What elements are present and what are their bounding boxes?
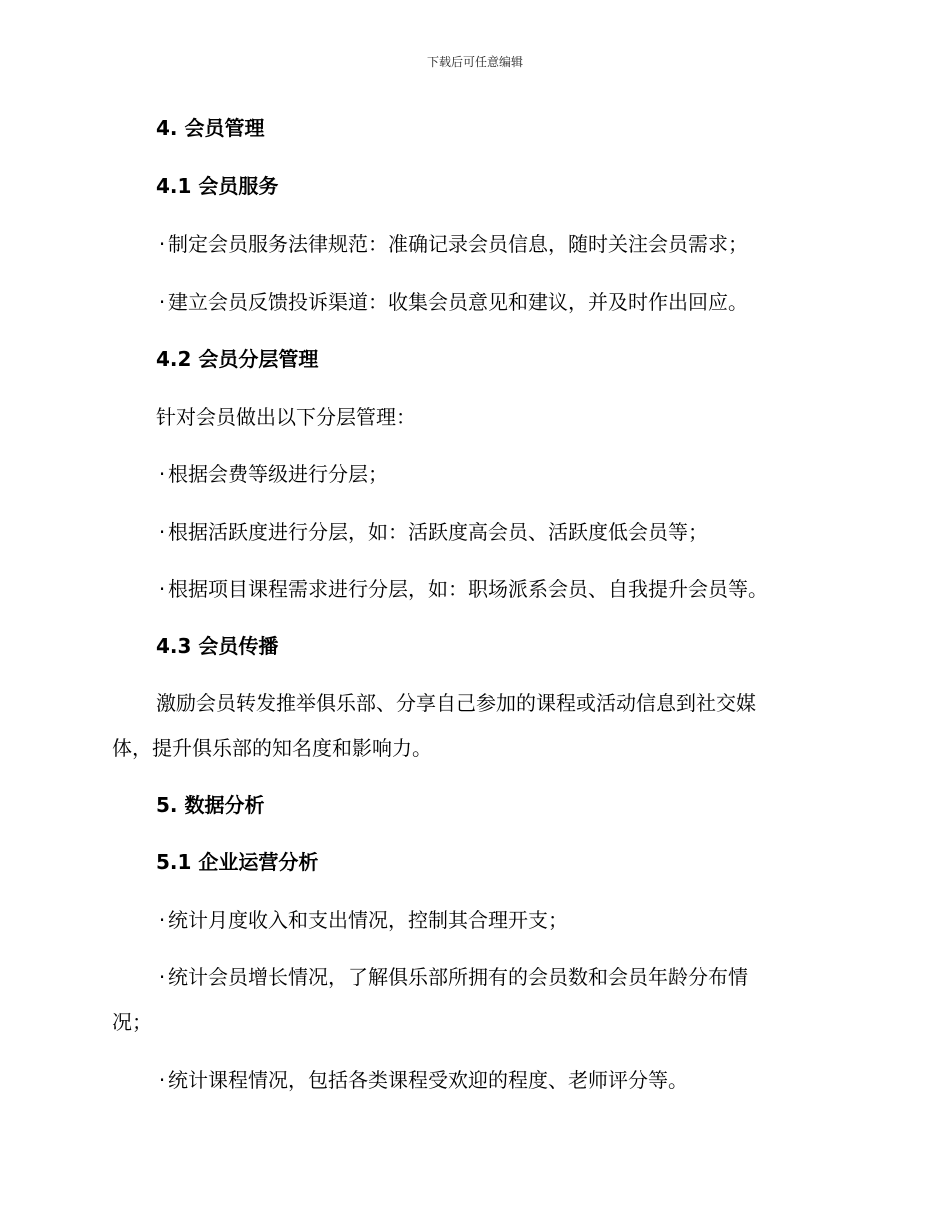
- section-4-2-heading: 4.2 会员分层管理: [156, 347, 319, 371]
- list-item-text: 统计月度收入和支出情况，控制其合理开支；: [168, 908, 568, 932]
- list-item: [156, 575, 768, 603]
- bullet: ·: [158, 232, 166, 256]
- list-item-continuation: 况；: [112, 1010, 152, 1034]
- page-header: 下载后可任意编辑: [426, 55, 523, 69]
- section-5-heading: 5. 数据分析: [156, 793, 265, 817]
- list-item-text: 根据会费等级进行分层；: [168, 462, 388, 486]
- list-item: [156, 518, 708, 546]
- list-item: [156, 288, 748, 316]
- paragraph: 针对会员做出以下分层管理：: [156, 405, 416, 429]
- list-item-text: 根据活跃度进行分层，如：活跃度高会员、活跃度低会员等；: [168, 520, 708, 544]
- bullet: ·: [158, 577, 166, 601]
- bullet: ·: [158, 1068, 166, 1092]
- section-4-heading: 4. 会员管理: [156, 116, 265, 140]
- bullet: ·: [158, 290, 166, 314]
- section-5-1-heading: 5.1 企业运营分析: [156, 850, 319, 874]
- bullet: ·: [158, 908, 166, 932]
- list-item: [156, 963, 748, 991]
- bullet: ·: [158, 462, 166, 486]
- list-item: [156, 906, 568, 934]
- paragraph-line: 激励会员转发推举俱乐部、分享自己参加的课程或活动信息到社交媒: [156, 691, 756, 715]
- section-4-1-heading: 4.1 会员服务: [156, 174, 279, 198]
- list-item-text: 统计会员增长情况，了解俱乐部所拥有的会员数和会员年龄分布情: [168, 965, 748, 989]
- list-item: [156, 1066, 688, 1094]
- list-item-text: 制定会员服务法律规范：准确记录会员信息，随时关注会员需求；: [168, 232, 748, 256]
- list-item-text: 建立会员反馈投诉渠道：收集会员意见和建议，并及时作出回应。: [168, 290, 748, 314]
- bullet: ·: [158, 965, 166, 989]
- list-item-text: 统计课程情况，包括各类课程受欢迎的程度、老师评分等。: [168, 1068, 688, 1092]
- section-4-3-heading: 4.3 会员传播: [156, 634, 279, 658]
- bullet: ·: [158, 520, 166, 544]
- paragraph-line: 体，提升俱乐部的知名度和影响力。: [112, 736, 432, 760]
- list-item: [156, 230, 748, 258]
- list-item: [156, 460, 388, 488]
- list-item-text: 根据项目课程需求进行分层，如：职场派系会员、自我提升会员等。: [168, 577, 768, 601]
